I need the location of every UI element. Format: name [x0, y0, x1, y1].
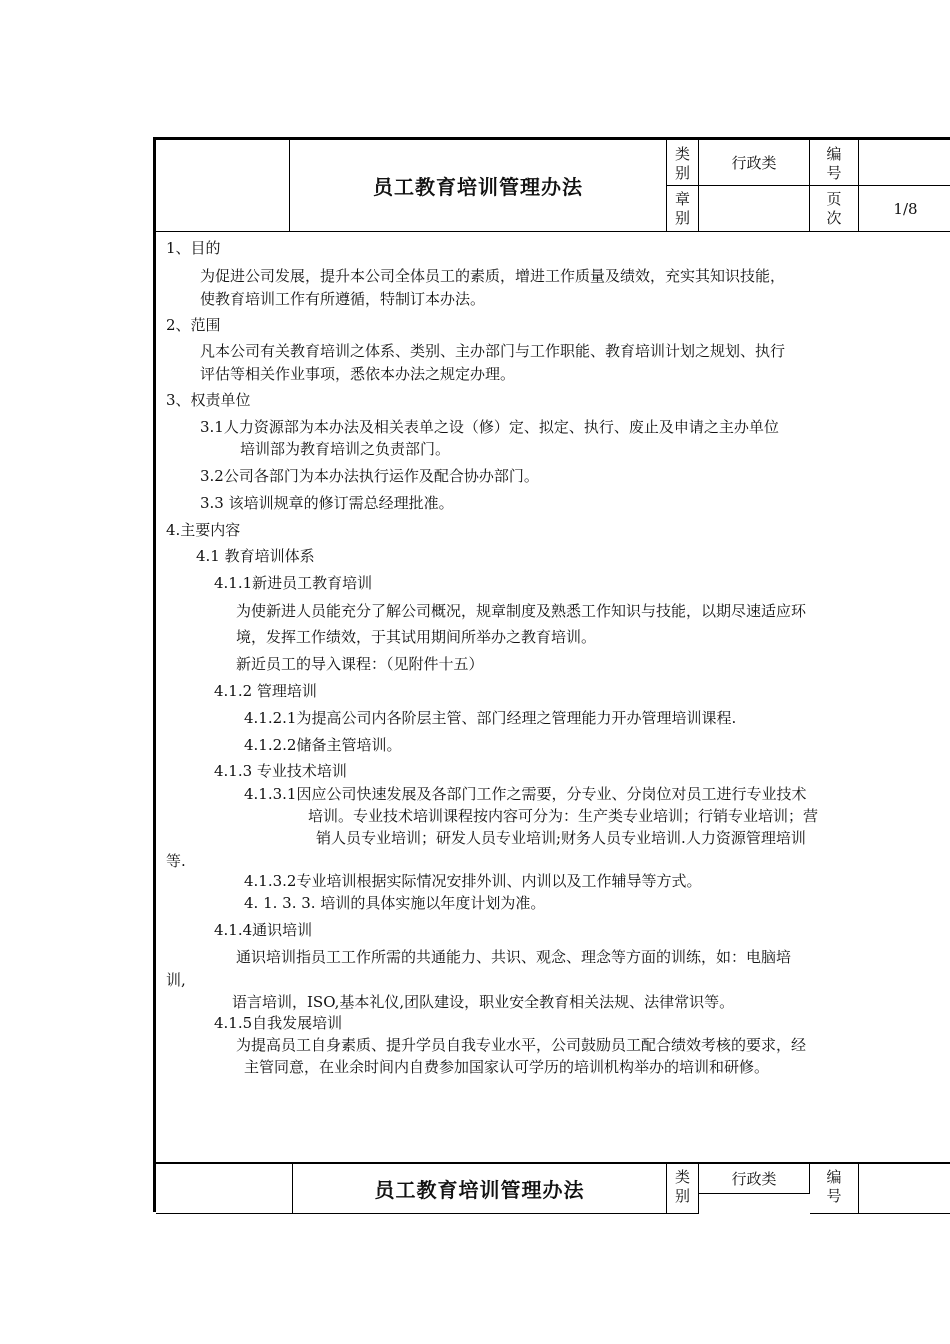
chapter-value [699, 186, 810, 232]
subsection-heading: 4.1.3 专业技术培训 [214, 762, 347, 780]
subsection-heading: 4.1.4通识培训 [214, 921, 313, 939]
body-line: 评估等相关作业事项，悉依本办法之规定办理。 [200, 365, 516, 383]
subsection-heading: 4.1.5自我发展培训 [214, 1014, 343, 1032]
body-line: 3.2公司各部门为本办法执行运作及配合协办部门。 [200, 467, 539, 485]
number-label [810, 140, 859, 186]
subsection-heading: 4.1 教育培训体系 [196, 547, 315, 565]
chapter-label-text: 章别 [674, 190, 690, 227]
footer-category-label [667, 1164, 699, 1214]
body-line: 3.1人力资源部为本办法及相关表单之设（修）定、拟定、执行、废止及申请之主办单位 [200, 418, 779, 436]
body-line: 通识培训指员工工作所需的共通能力、共识、观念、理念等方面的训练，如：电脑培 [236, 948, 792, 966]
body-line: 4.1.3.1因应公司快速发展及各部门工作之需要，分专业、分岗位对员工进行专业技术 [244, 785, 807, 803]
document-frame [153, 137, 950, 1212]
header-table [156, 140, 950, 232]
body-line: 为促进公司发展，提升本公司全体员工的素质，增进工作质量及绩效，充实其知识技能， [200, 267, 786, 285]
body-line: 语言培训，ISO,基本礼仪,团队建设，职业安全教育相关法规、法律常识等。 [232, 993, 735, 1011]
footer-number-label-text: 编号 [826, 1168, 842, 1205]
footer-number-value [859, 1164, 950, 1214]
page-value: 1/8 [859, 186, 950, 232]
body-line: 为提高员工自身素质、提升学员自我专业水平，公司鼓励员工配合绩效考核的要求，经 [236, 1036, 807, 1054]
footer-category-value: 行政类 [699, 1164, 810, 1194]
body-line: 等. [166, 852, 186, 870]
body-line: 使教育培训工作有所遵循，特制订本办法。 [200, 290, 486, 308]
category-label [667, 140, 699, 186]
number-value [859, 140, 950, 186]
body-line: 4.1.2.2储备主管培训。 [244, 736, 402, 754]
body-line: 4.1.3.2专业培训根据实际情况安排外训、内训以及工作辅导等方式。 [244, 872, 702, 890]
logo-cell [156, 140, 290, 232]
body-line: 4.1.2.1为提高公司内各阶层主管、部门经理之管理能力开办管理培训课程. [244, 709, 737, 727]
number-label-text: 编号 [826, 145, 842, 182]
page-label-text: 页次 [826, 190, 842, 227]
footer-header-table [156, 1162, 950, 1214]
page-label [810, 186, 859, 232]
section-1-heading: 1、目的 [166, 239, 221, 257]
footer-logo-cell [156, 1164, 293, 1214]
category-value: 行政类 [699, 140, 810, 186]
body-line: 销人员专业培训；研发人员专业培训;财务人员专业培训.人力资源管理培训 [316, 829, 806, 847]
body-line: 3.3 该培训规章的修订需总经理批准。 [200, 494, 454, 512]
footer-number-label [810, 1164, 859, 1214]
category-label-text: 类别 [674, 145, 690, 182]
section-4-heading: 4.主要内容 [166, 521, 241, 539]
document-title: 员工教育培训管理办法 [290, 140, 667, 232]
body-line: 主管同意，在业余时间内自费参加国家认可学历的培训机构举办的培训和研修。 [244, 1058, 770, 1076]
footer-category-label-text: 类别 [674, 1168, 690, 1205]
body-line: 培训部为教育培训之负责部门。 [240, 440, 451, 458]
section-3-heading: 3、权责单位 [166, 391, 251, 409]
body-line: 境，发挥工作绩效，于其试用期间所举办之教育培训。 [236, 628, 597, 646]
subsection-heading: 4.1.2 管理培训 [214, 682, 317, 700]
body-line: 培训。专业技术培训课程按内容可分为：生产类专业培训；行销专业培训；营 [308, 807, 819, 825]
body-line: 训, [166, 971, 186, 989]
body-line: 4. 1. 3. 3. 培训的具体实施以年度计划为准。 [244, 894, 546, 912]
subsection-heading: 4.1.1新进员工教育培训 [214, 574, 373, 592]
footer-document-title: 员工教育培训管理办法 [293, 1164, 667, 1214]
body-line: 凡本公司有关教育培训之体系、类别、主办部门与工作职能、教育培训计划之规划、执行 [200, 342, 786, 360]
body-line: 新近员工的导入课程：（见附件十五） [236, 655, 484, 673]
section-2-heading: 2、范围 [166, 316, 221, 334]
chapter-label [667, 186, 699, 232]
body-line: 为使新进人员能充分了解公司概况，规章制度及熟悉工作知识与技能，以期尽速适应环 [236, 602, 807, 620]
